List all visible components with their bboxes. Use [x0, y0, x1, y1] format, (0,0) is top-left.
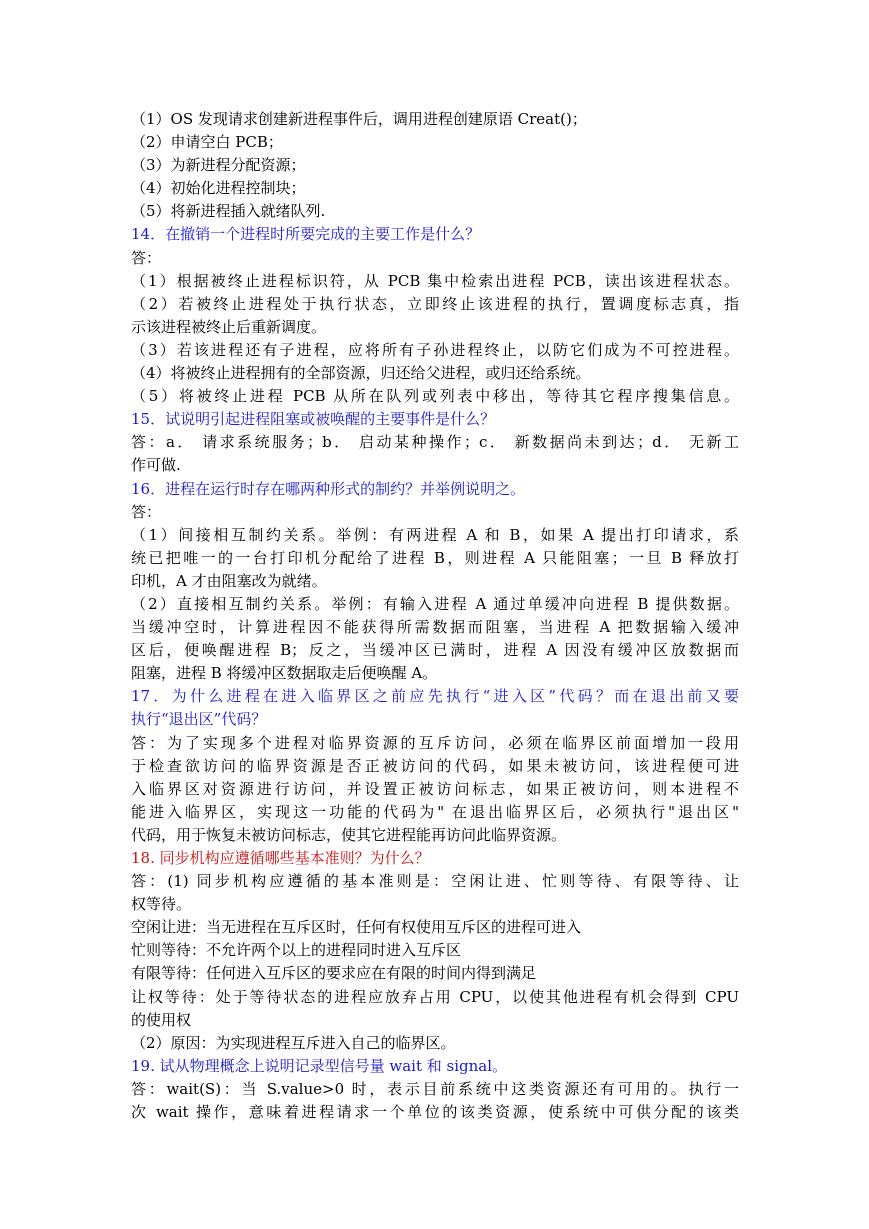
text-line: 能进入临界区，实现这一功能的代码为" 在退出临界区后，必须执行"退出区"	[131, 802, 739, 821]
text-line: （2）若被终止进程处于执行状态，立即终止该进程的执行，置调度标志真，指	[131, 294, 739, 313]
text-line: （3）为新进程分配资源；	[131, 156, 306, 175]
question-line: 16．进程在运行时存在哪两种形式的制约？并举例说明之。	[131, 479, 526, 498]
text-line: 入临界区对资源进行访问，并设置正被访问标志，如果正被访问，则本进程不	[131, 779, 739, 798]
text-line: 空闲让进：当无进程在互斥区时，任何有权使用互斥区的进程可进入	[131, 918, 582, 937]
question-line: 18. 同步机构应遵循哪些基本准则？为什么？	[131, 849, 430, 867]
text-line: （5）将被终止进程 PCB 从所在队列或列表中移出，等待其它程序搜集信息。	[131, 387, 739, 406]
text-line: （5）将新进程插入就绪队列.	[131, 202, 326, 221]
question-line: 17．为什么进程在进入临界区之前应先执行“进入区”代码？而在退出前又要	[131, 687, 739, 706]
text-line: 答：(1) 同步机构应遵循的基本准则是：空闲让进、忙则等待、有限等待、让	[131, 872, 739, 891]
text-line: 答：	[131, 248, 162, 267]
text-line: （4）初始化进程控制块；	[131, 179, 306, 198]
text-line: 阻塞，进程 B 将缓冲区数据取走后便唤醒 A。	[131, 664, 438, 683]
text-line: 统已把唯一的一台打印机分配给了进程 B，则进程 A 只能阻塞；一旦 B 释放打	[131, 548, 739, 567]
document-page	[131, 108, 739, 1124]
text-line: 示该进程被终止后重新调度。	[131, 317, 327, 336]
text-line: 答：	[131, 502, 162, 521]
text-line: 答：为了实现多个进程对临界资源的互斥访问，必须在临界区前面增加一段用	[131, 733, 739, 752]
text-line: （2）直接相互制约关系。举例：有输入进程 A 通过单缓冲向进程 B 提供数据。	[131, 594, 739, 613]
question-line: 执行“退出区”代码？	[131, 710, 267, 729]
text-line: 次 wait 操作，意味着进程请求一个单位的该类资源，使系统中可供分配的该类	[131, 1103, 739, 1122]
text-line: 于检查欲访问的临界资源是否正被访问的代码，如果未被访问，该进程便可进	[131, 756, 739, 775]
question-line: 19. 试从物理概念上说明记录型信号量 wait 和 signal。	[131, 1056, 508, 1075]
text-line: 让权等待：处于等待状态的进程应放弃占用 CPU，以使其他进程有机会得到 CPU	[131, 987, 739, 1006]
text-line: 当缓冲空时，计算进程因不能获得所需数据而阻塞，当进程 A 把数据输入缓冲	[131, 618, 739, 637]
text-line: 权等待。	[131, 895, 192, 914]
question-line: 15．试说明引起进程阻塞或被唤醒的主要事件是什么？	[131, 410, 496, 429]
text-line: 忙则等待：不允许两个以上的进程同时进入互斥区	[131, 941, 462, 960]
text-line: 代码，用于恢复未被访问标志，使其它进程能再访问此临界资源。	[131, 825, 567, 844]
text-line: （1）间接相互制约关系。举例：有两进程 A 和 B，如果 A 提出打印请求，系	[131, 525, 739, 544]
text-line: （1）根据被终止进程标识符，从 PCB 集中检索出进程 PCB，读出该进程状态。	[131, 271, 739, 290]
text-line: 作可做.	[131, 456, 181, 475]
text-line: 印机，A 才由阻塞改为就绪。	[131, 571, 327, 590]
text-line: 有限等待：任何进入互斥区的要求应在有限的时间内得到满足	[131, 964, 537, 983]
text-line: （1）OS 发现请求创建新进程事件后，调用进程创建原语 Creat()；	[131, 110, 587, 128]
text-line: 答：a． 请求系统服务；b． 启动某种操作；c． 新数据尚未到达；d． 无新工	[131, 433, 739, 452]
question-line: 14．在撤销一个进程时所要完成的主要工作是什么？	[131, 225, 481, 244]
text-line: （4）将被终止进程拥有的全部资源，归还给父进程，或归还给系统。	[131, 364, 591, 383]
text-line: （2）申请空白 PCB；	[131, 133, 283, 152]
text-line: （2）原因：为实现进程互斥进入自己的临界区。	[131, 1033, 456, 1052]
text-line: 的使用权	[131, 1010, 192, 1029]
text-line: 区后，便唤醒进程 B；反之，当缓冲区已满时，进程 A 因没有缓冲区放数据而	[131, 641, 739, 660]
text-line: 答：wait(S)：当 S.value>0 时，表示目前系统中这类资源还有可用的。执行一	[131, 1079, 739, 1098]
text-line: （3）若该进程还有子进程，应将所有子孙进程终止，以防它们成为不可控进程。	[131, 340, 739, 359]
